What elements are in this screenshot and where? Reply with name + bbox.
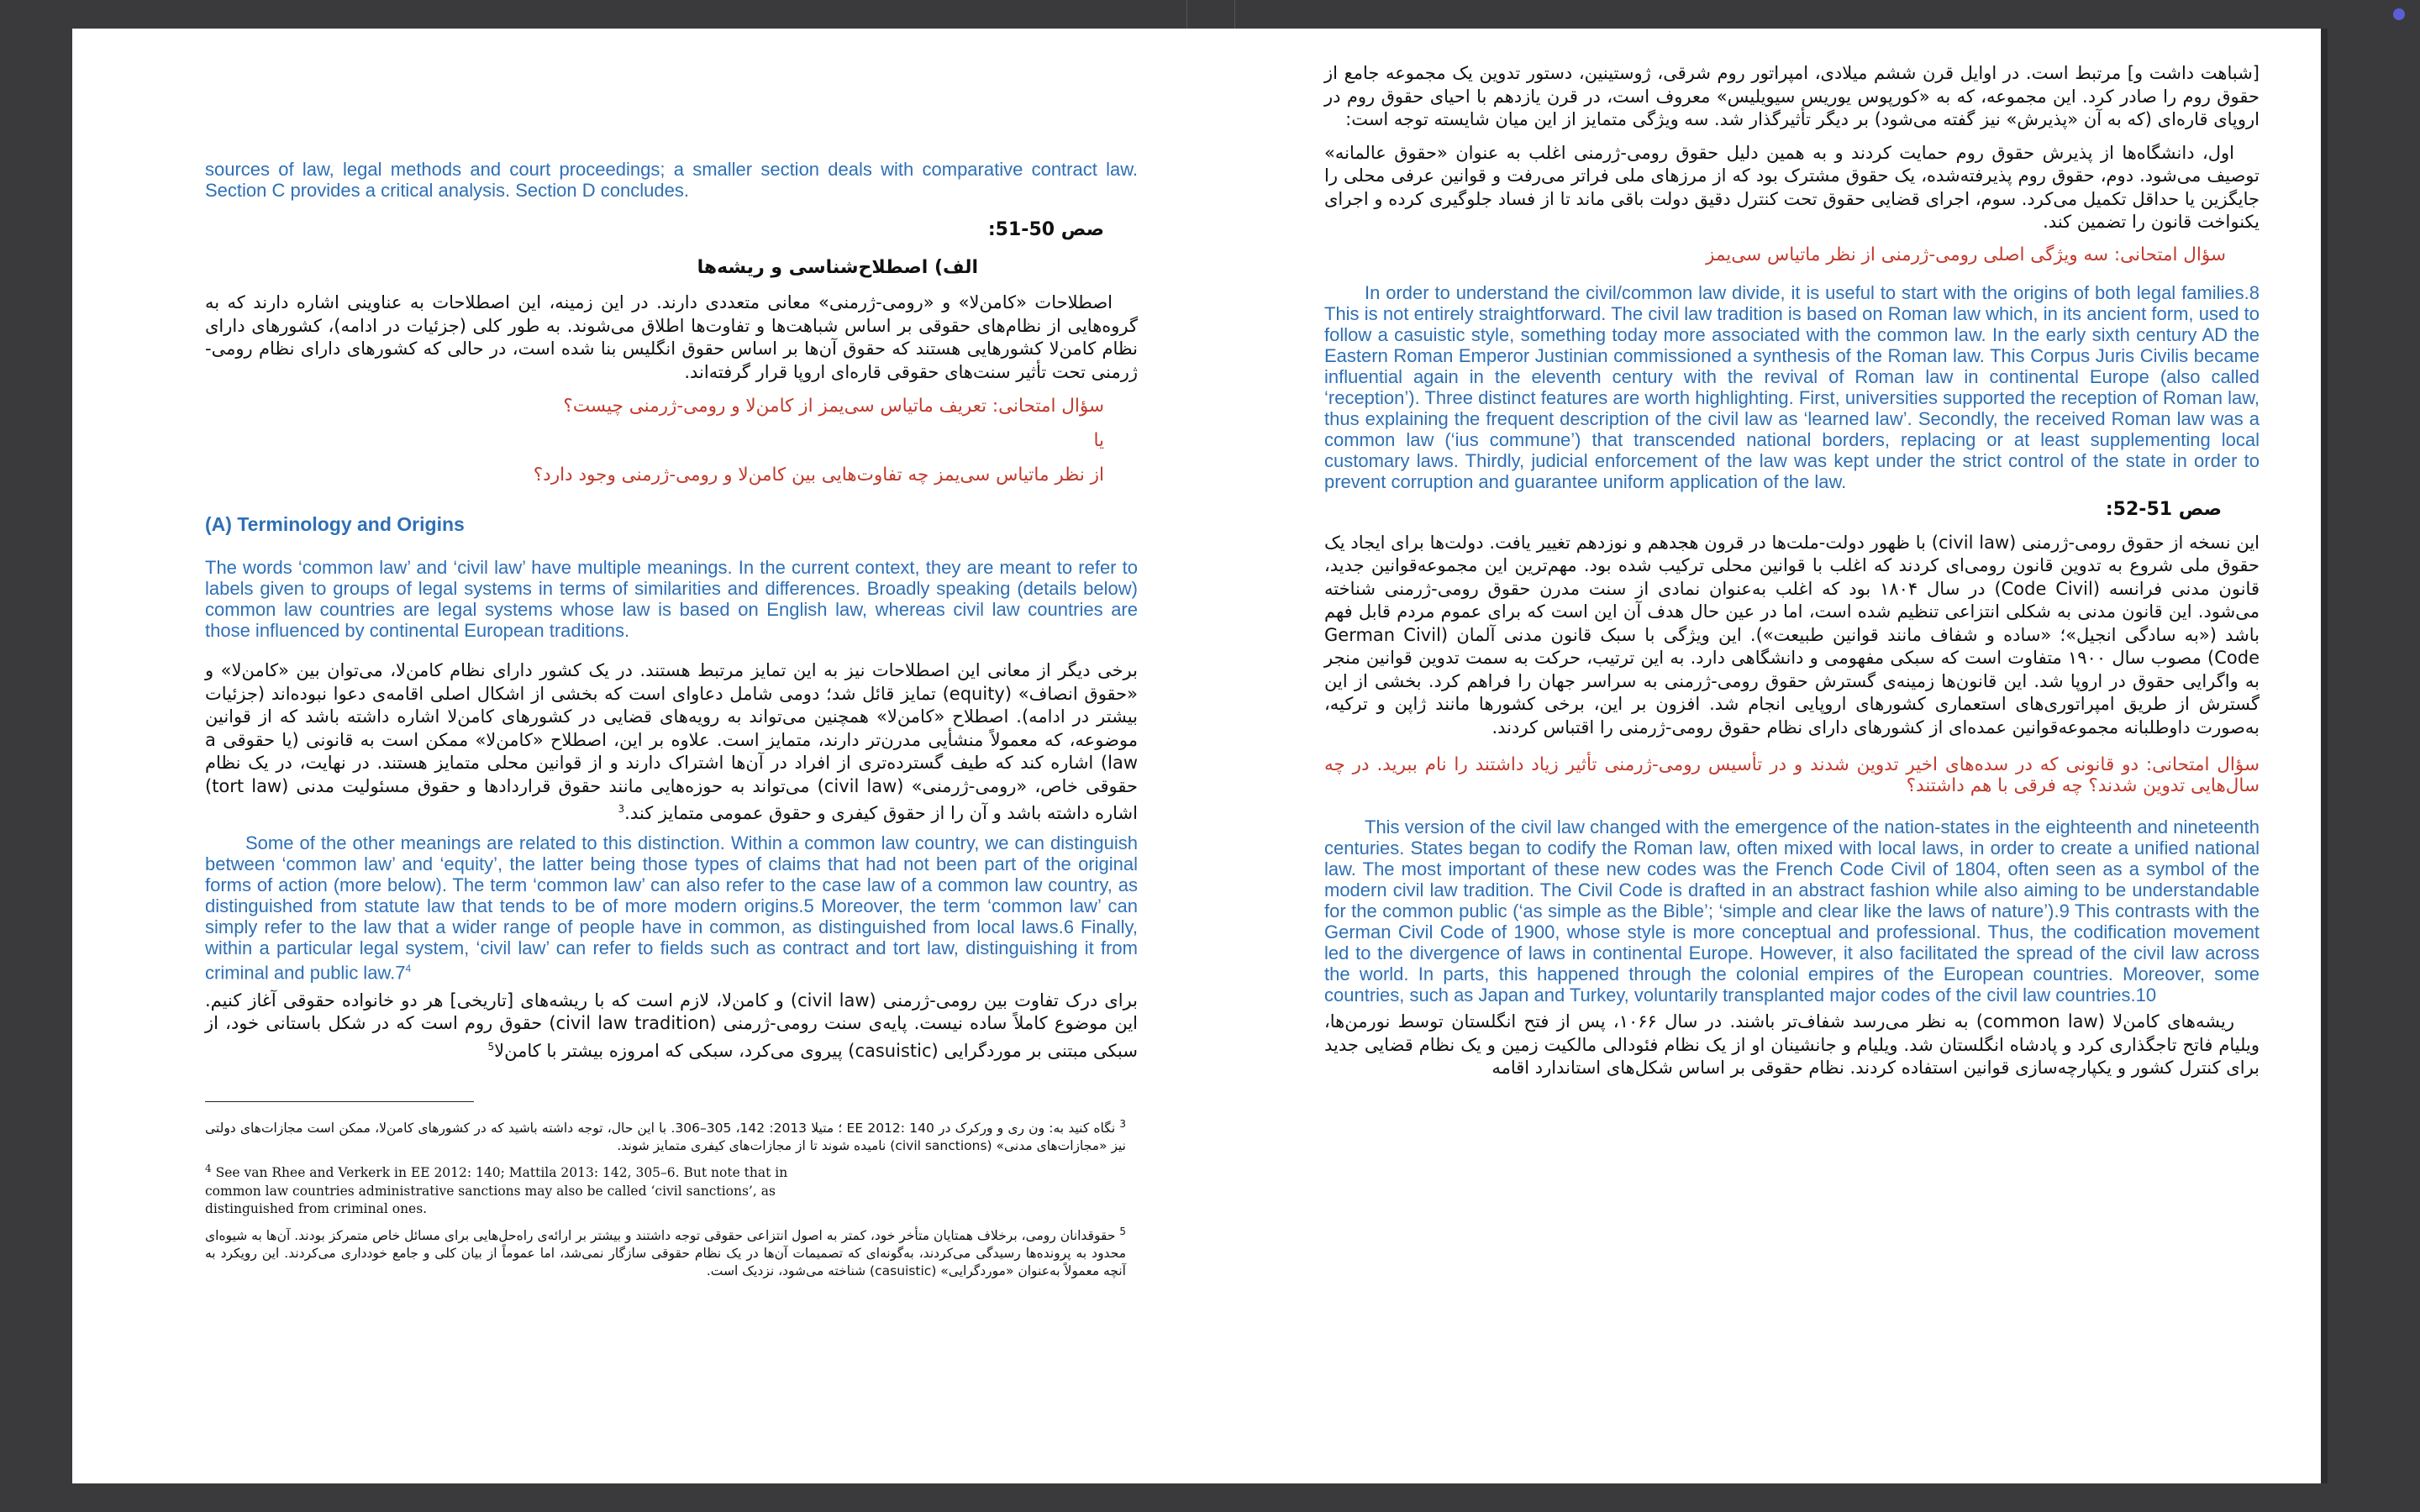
exam-question-or: یا: [1093, 430, 1104, 451]
persian-paragraph: این نسخه از حقوق رومی-ژرمنی (civil law) با ظهور دولت-ملت‌ها در قرون هجدهم و نوزدهم تغییر یافت. دولت‌ها برای ایجاد یک حقوق ملی شروع به تدوین قانون رومی‌ای کردند که اغلب با قوانین محلی ترکیب شده بود. مهم‌ترین این مجموعه‌قوانین جدید، قانون مدنی فرانسه (Code Civil) در سال ۱۸۰۴ بود که اغلب به‌عنوان نمادی از سنت مدرن حقوق رومی-ژرمنی شناخته می‌شود. این قانون مدنی به شکلی انتزاعی تنظیم شده است، اما در عین حال هدف آن این است که برای عموم مردم قابل فهم باشد («به سادگی انجیل»؛ «ساده و شفاف مانند قوانین طبیعت»). این ویژگی با سبک قانون مدنی آلمان (German Civil Code) مصوب سال ۱۹۰۰ متفاوت است که سبکی مفهومی و دانشگاهی دارد. به این ترتیب، حرکت به سمت تدوین قوانین منجر به واگرایی حقوق در اروپا شد. این قانون‌ها زمینه‌ی گسترش حقوق رومی-ژرمنی به سراسر جهان را فراهم کرد. بخشی از این گسترش از طریق امپراتوری‌های استعماری کشورهای اروپایی انجام شد. افزون بر این، برخی کشورها مانند ژاپن و ترکیه، به‌صورت داوطلبانه مجموعه‌قوانین عمده‌ای از کشورهای دارای نظام حقوق رومی-ژرمنی را اقتباس کردند.: [1324, 532, 2260, 738]
footnote-text: حقوقدانان رومی، برخلاف همتایان متأخر خود، کمتر به اصول انتزاعی حقوقی توجه داشتند و بیشتر بر ارائه‌ی راه‌حل‌هایی برای مسائل خاص متمرکز بودند. آن‌ها به شیوه‌ای محدود به پرونده‌ها رسیدگی می‌کردند، به‌گونه‌ای که تصمیمات آن‌ها در یک نظام حقوقی سازگار نمی‌شد، اما عموماً از بیان کلی و جامع خودداری می‌کردند. این رویکرد به آنچه معمولاً به‌عنوان «موردگرایی» (casuistic) شناخته می‌شود، نزدیک است.: [205, 1227, 1126, 1278]
window-notch: [1186, 0, 1235, 29]
english-paragraph: This version of the civil law changed with the emergence of the nation-states in the eighteenth and nineteenth centuries. States began to codify the Roman law, often mixed with local laws, in order to create a unified national law. The most important of these new codes was the French Code Civil of 1804, often seen as a symbol of the modern civil law tradition. The Civil Code is drafted in an abstract fashion while also aiming to be understandable for the common public (‘as simple as the Bible’; ‘simple and clear like the laws of nature’).9 This contrasts with the German Civil Code of 1900, whose style is more conceptual and professional. Thus, the codification movement led to the divergence of laws in continental Europe. However, it also facilitated the spread of the civil law across the world. In parts, this happened through the colonial empires of the European countries. Moreover, some countries, such as Japan and Turkey, voluntarily transplanted major codes of the civil law countries.10: [1324, 816, 2260, 1005]
exam-question: سؤال امتحانی: تعریف ماتیاس سی‌یمز از کامن‌لا و رومی-ژرمنی چیست؟: [563, 396, 1104, 417]
status-indicator-icon: [2393, 8, 2405, 20]
footnote: [205, 1116, 1138, 1155]
persian-paragraph-text: برای درک تفاوت بین رومی-ژرمنی (civil law) و کامن‌لا، لازم است که با ریشه‌های [تاریخی] هر دو خانواده حقوقی آغاز کنیم. این موضوع کاملاً ساده نیست. پایه‌ی سنت رومی-ژرمنی (civil law tradition) حقوق روم است که در شکل باستانی خود، از سبکی مبتنی بر موردگرایی (casuistic) پیروی می‌کرد، سبکی که امروزه بیشتر با کامن‌لا: [205, 990, 1138, 1061]
persian-section-heading: الف) اصطلاح‌شناسی و ریشه‌ها: [697, 257, 978, 278]
english-section-heading: (A) Terminology and Origins: [205, 513, 465, 535]
persian-paragraph-text: برخی دیگر از معانی این اصطلاحات نیز به این تمایز مرتبط هستند. در یک کشور دارای نظام کامن‌لا، می‌توان بین «کامن‌لا» و «حقوق انصاف» (equity) تمایز قائل شد؛ دومی شامل دعاوای است که بخشی از اشکال اصلی اقامه‌ی دعوا نبوده‌اند (جزئیات بیشتر در ادامه). اصطلاح «کامن‌لا» همچنین می‌تواند به رویه‌های قضایی در کشورهای کامن‌لا اشاره داشته باشد که از قوانین موضوعه، که معمولاً منشأیی مدرن‌تر دارند، متمایز است. علاوه بر این، اصطلاح «کامن‌لا» ممکن است به قانونی (یا حقوقی a law) اشاره کند که طیف گسترده‌تری از افراد در آن‌ها اشتراک دارند و از قوانین محلی متمایز هستند. در نهایت، در یک نظام حقوقی خاص، «رومی-ژرمنی» (civil law) می‌تواند به حوزه‌هایی مانند حقوق قراردادها و حقوق مسئولیت مدنی (tort law) اشاره داشته باشد و آن را از حقوق کیفری و حقوق عمومی متمایز کند.: [205, 660, 1138, 823]
page-edge: [2321, 29, 2328, 1483]
intro-english: sources of law, legal methods and court proceedings; a smaller section deals with comparative contract law. Section C provides a critical analysis. Section D concludes.: [205, 159, 1138, 201]
page-reference: صص 50-51:: [987, 219, 1104, 240]
persian-paragraph: [شباهت داشت و] مرتبط است. در اوایل قرن ششم میلادی، امپراتور روم شرقی، ژوستینین، دستور تدوین یک مجموعه جامع از حقوق روم را صادر کرد. این مجموعه، که به «کورپوس یوریس سیویلیس» معروف است، در قرن یازدهم با احیای حقوق روم در اروپای قاره‌ای (که به آن «پذیرش» نیز گفته می‌شود) بر دیگر تأثیرگذار شد. سه ویژگی متمایز از این میان شایسته توجه است:: [1324, 63, 2260, 129]
page-reference: صص 51-52:: [2105, 498, 2222, 520]
persian-paragraph: [205, 990, 1138, 1063]
footnote-text: See van Rhee and Verkerk in EE 2012: 140; Mattila 2013: 142, 305–6. But note that in common law countries administrative sanctions may also be called ‘civil sanctions’, as distinguished from criminal ones.: [205, 1165, 788, 1216]
persian-paragraph: اول، دانشگاه‌ها از پذیرش حقوق روم حمایت کردند و به همین دلیل حقوق رومی-ژرمنی اغلب به عنوان «حقوق عالمانه» توصیف می‌شود. دوم، حقوق روم پذیرفته‌شده، یک حقوق مشترک بود که از مرزهای ملی فراتر می‌رفت و قوانین عرفی محلی را جایگزین یا حداقل تکمیل می‌کرد. سوم، اجرای قضایی حقوق تحت کنترل دقیق دولت باقی ماند تا از فساد جلوگیری کرده و اجرای یکنواخت قانون را تضمین کند.: [1324, 142, 2260, 232]
footnote-separator: [205, 1101, 474, 1102]
right-column: [1324, 62, 2260, 1080]
footnote-number: 3: [1119, 1118, 1126, 1131]
footnote-marker: 4: [405, 962, 412, 974]
english-paragraph: [205, 832, 1138, 983]
exam-question: سؤال امتحانی: دو قانونی که در سده‌های اخیر تدوین شدند و در تأسیس رومی-ژرمنی تأثیر زیاد داشتند را نام ببرید. در چه سال‌هایی تدوین شدند؟ چه فرقی با هم داشتند؟: [1324, 754, 2260, 796]
persian-paragraph: ریشه‌های کامن‌لا (common law) به نظر می‌رسد شفاف‌تر باشند. در سال ۱۰۶۶، پس از فتح انگلستان توسط نورمن‌ها، ویلیام فاتح تاجگذاری کرد و پادشاه انگلستان شد. ویلیام و جانشینان او از یک نظام فئودالی مالکیت زمین و یک نظام قضایی جدید برای کنترل کشور و یکپارچه‌سازی قوانین استفاده کردند. نظام حقوقی بر اساس شکل‌های استاندارد اقامه: [1324, 1011, 2260, 1078]
document-page: [72, 29, 2321, 1483]
exam-question: از نظر ماتیاس سی‌یمز چه تفاوت‌هایی بین کامن‌لا و رومی-ژرمنی وجود دارد؟: [533, 465, 1104, 486]
footnote-marker: 5: [487, 1040, 495, 1053]
english-paragraph: The words ‘common law’ and ‘civil law’ have multiple meanings. In the current context, they are meant to refer to labels given to groups of legal systems in terms of similarities and differences. Broadly speaking (details below) common law countries are legal systems whose law is based on English law, whereas civil law countries are those influenced by continental European traditions.: [205, 557, 1138, 641]
english-paragraph: In order to understand the civil/common law divide, it is useful to start with the origins of both legal families.8 This is not entirely straightforward. The civil law tradition is based on Roman law which, in its ancient form, used to follow a casuistic style, something today more associated with the common law. In the early sixth century AD the Eastern Roman Emperor Justinian commissioned a synthesis of the Roman law. This Corpus Juris Civilis became influential again in the eleventh century with the revival of Roman law in continental Europe (also called ‘reception’). Three distinct features are worth highlighting. First, universities supported the reception of Roman law, thus explaining the frequent description of the civil law as ‘learned law’. Secondly, the received Roman law was a common law (‘ius commune’) that transcended national borders, replacing or at least supplementing local customary laws. Thirdly, judicial enforcement of the law was kept under the strict control of the state in order to prevent corruption and guarantee uniform application of the law.: [1324, 281, 2260, 492]
exam-question: سؤال امتحانی: سه ویژگی اصلی رومی-ژرمنی از نظر ماتیاس سی‌یمز: [1705, 244, 2226, 265]
footnote-number: 4: [205, 1163, 212, 1175]
footnote: [205, 1160, 810, 1217]
left-column: [205, 159, 1138, 1280]
persian-paragraph: [205, 659, 1138, 826]
persian-paragraph: اصطلاحات «کامن‌لا» و «رومی-ژرمنی» معانی متعددی دارند. در این زمینه، این اصطلاحات به عناوینی اشاره دارند که به گروه‌هایی از نظام‌های حقوقی بر اساس شباهت‌ها و تفاوت‌ها اطلاق می‌شوند. به طور کلی (جزئیات در ادامه)، کشورهای دارای نظام کامن‌لا کشورهایی هستند که حقوق آن‌ها بر اساس حقوق انگلیس بنا شده است، در حالی که کشورهای دارای نظام رومی-ژرمنی تحت تأثیر سنت‌های حقوقی قاره‌ای اروپا قرار گرفته‌اند.: [205, 292, 1138, 382]
footnote: [205, 1223, 1138, 1280]
footnote-text: نگاه کنید به: ون ری و ورکرک در EE 2012: 140 ؛ متیلا 2013: 142، 305–306. با این حال، توجه داشته باشید که در کشورهای کامن‌لا، ممکن است مجازات‌های دولتی نیز «مجازات‌های مدنی» (civil sanctions) نامیده شوند تا از مجازات‌های کیفری متمایز شوند.: [205, 1121, 1126, 1154]
footnote-marker: 3: [618, 803, 625, 815]
english-paragraph-text: Some of the other meanings are related to this distinction. Within a common law country, we can distinguish between ‘common law’ and ‘equity’, the latter being those types of claims that had not been part of the original forms of action (more below). The term ‘common law’ can also refer to the case law of a common law country, as distinguished from statute law that tends to be of more modern origins.5 Moreover, the term ‘common law’ can simply refer to the law that a wider range of people have in common, as distinguished from local laws.6 Finally, within a particular legal system, ‘civil law’ can refer to fields such as contract and tort law, distinguishing it from criminal and public law.7: [205, 832, 1138, 983]
footnote-number: 5: [1119, 1225, 1126, 1237]
